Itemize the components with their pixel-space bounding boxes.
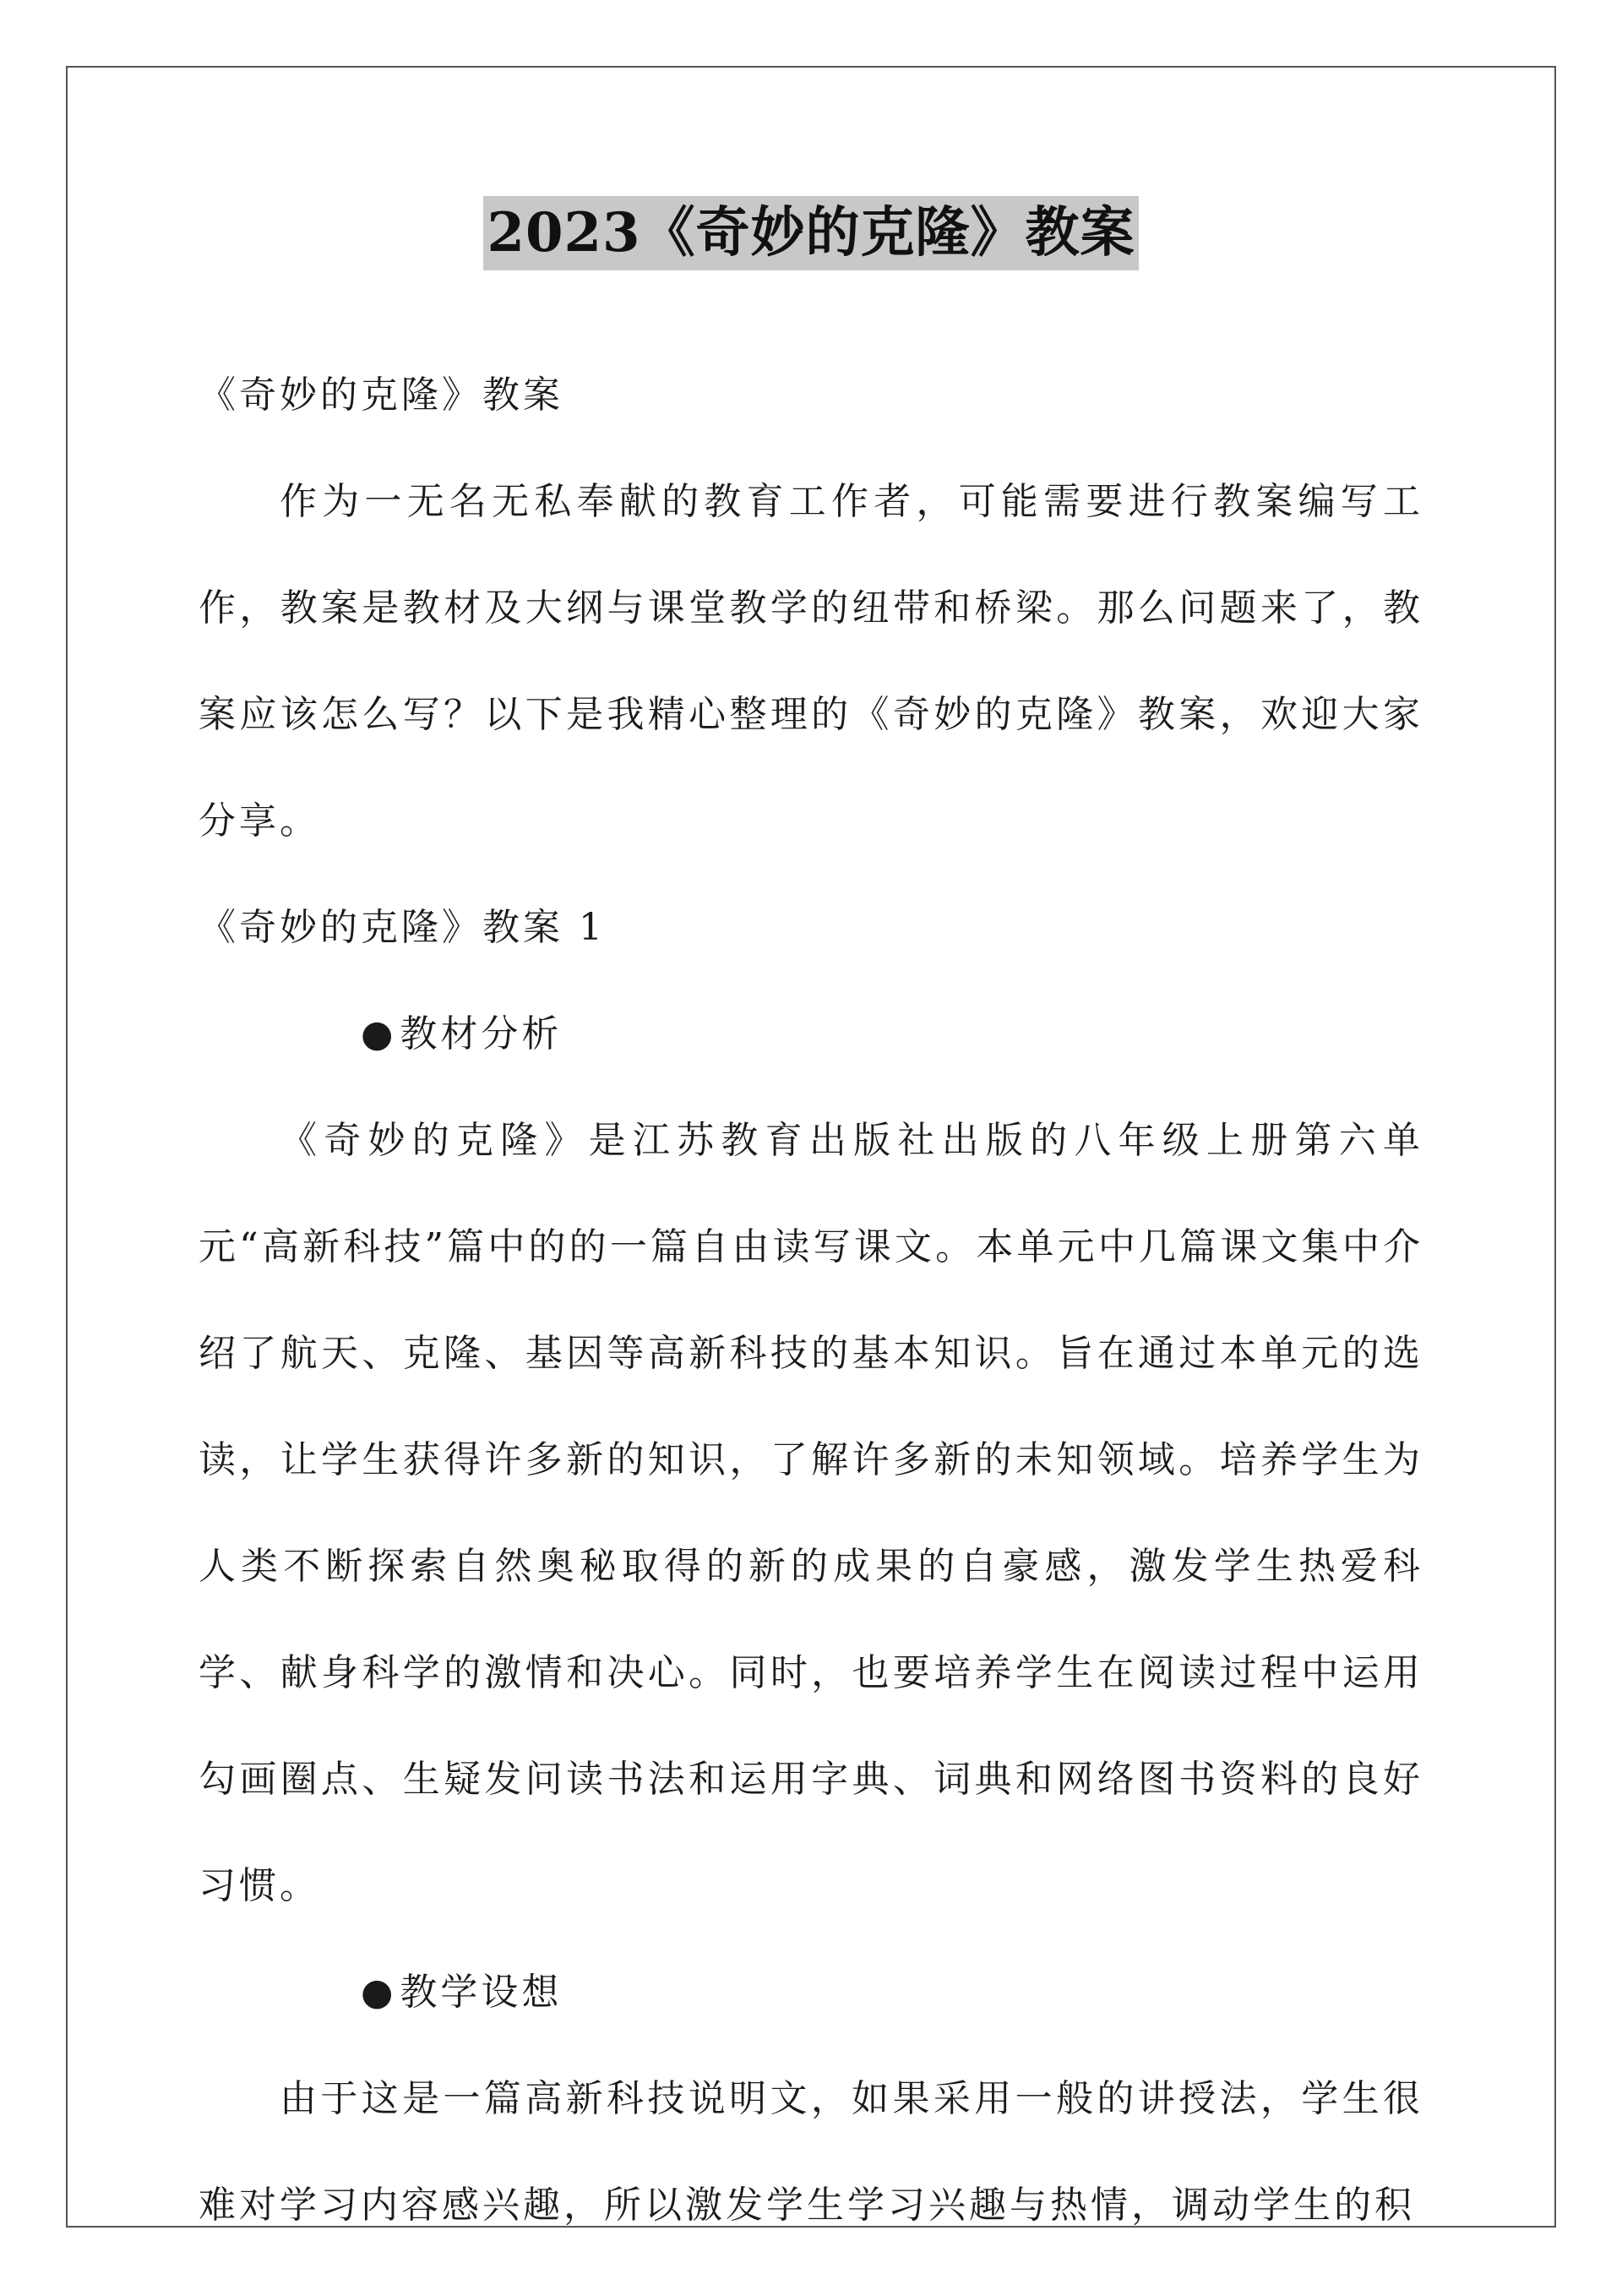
subtitle (199, 342, 1423, 449)
paragraph-text: 《奇妙的克隆》是江苏教育出版社出版的八年级上册第六单元“高新科技”篇中的的一篇自由读写课文。本单元中几篇课文集中介绍了航天、克隆、基因等高新科技的基本知识。旨在通过本单元的选读，让学生获得许多新的知识，了解许多新的未知领域。培养学生为人类不断探索自然奥秘取得的新的成果的自豪感，激发学生热爱科学、献身科学的激情和决心。同时，也要培养学生在阅读过程中运用勾画圈点、生疑发问读书法和运用字典、词典和网络图书资料的良好习惯。 (199, 1119, 1423, 1907)
bullet-icon: ● (361, 1012, 397, 1055)
bullet-icon: ● (361, 1971, 397, 2014)
intro-paragraph (199, 449, 1423, 875)
document-title: 2023《奇妙的克隆》教案 (483, 196, 1138, 270)
subheading-text: 教学设想 (400, 1971, 563, 2014)
teaching-design-paragraph (199, 2046, 1423, 2259)
section-heading (199, 875, 1423, 981)
material-analysis-paragraph (199, 1088, 1423, 1939)
paragraph-text: 《奇妙的克隆》教案 1 (199, 906, 606, 949)
document-body (199, 342, 1423, 2259)
paragraph-text: 作为一无名无私奉献的教育工作者，可能需要进行教案编写工作，教案是教材及大纲与课堂教学的纽带和桥梁。那么问题来了，教案应该怎么写？以下是我精心整理的《奇妙的克隆》教案，欢迎大家分享。 (199, 480, 1423, 843)
paragraph-text: 由于这是一篇高新科技说明文，如果采用一般的讲授法，学生很难对学习内容感兴趣，所以激发学生学习兴趣与热情，调动学生的积 (199, 2077, 1423, 2227)
subheading-teaching-design (199, 1939, 1423, 2046)
title-container (0, 196, 1622, 270)
paragraph-text: 《奇妙的克隆》教案 (199, 374, 563, 417)
subheading-material-analysis (199, 981, 1423, 1088)
subheading-text: 教材分析 (400, 1012, 563, 1055)
